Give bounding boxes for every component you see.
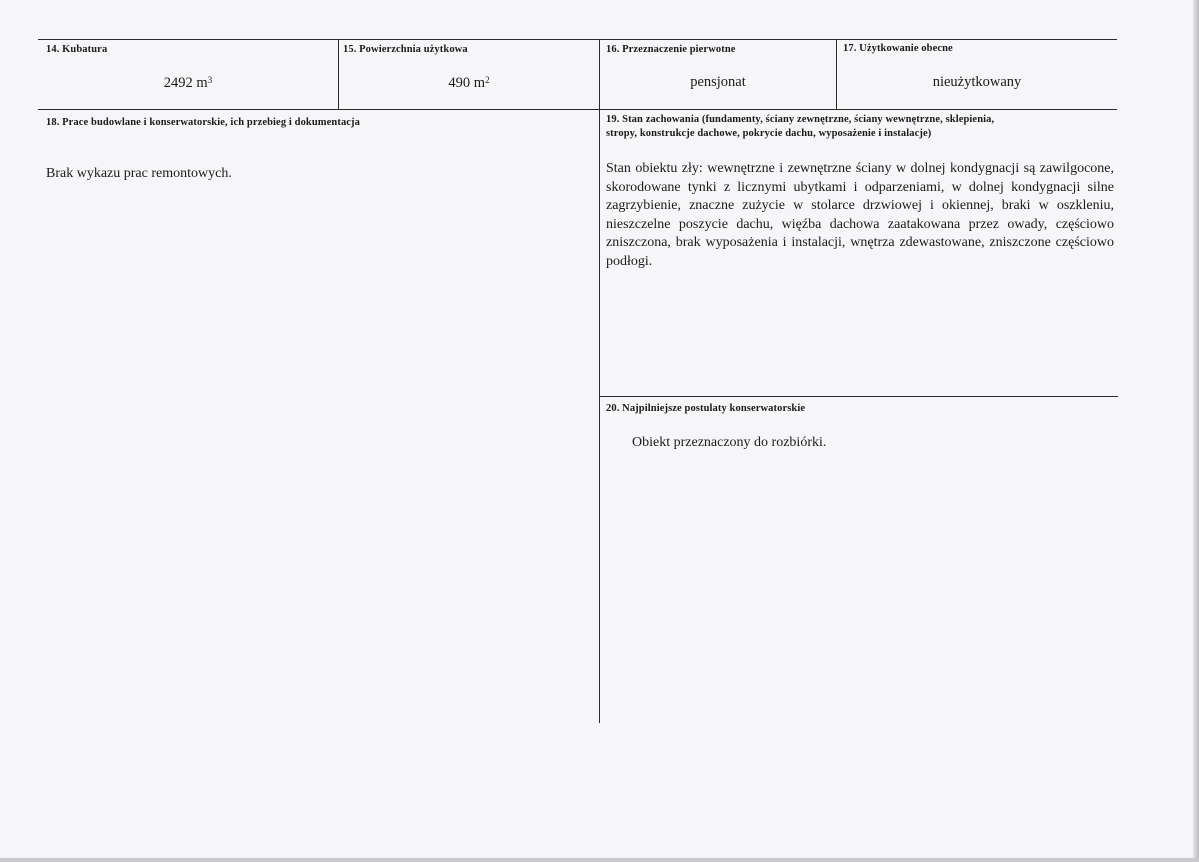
powierzchnia-number: 490 m	[448, 75, 486, 91]
rule-col2	[599, 39, 600, 723]
rule-section20-top	[599, 396, 1118, 397]
przeznaczenie-label: 16. Przeznaczenie pierwotne	[606, 44, 736, 55]
postulaty-text: Obiekt przeznaczony do rozbiórki.	[632, 435, 827, 450]
przeznaczenie-value: pensjonat	[690, 74, 746, 90]
uzytkowanie-label: 17. Użytkowanie obecne	[843, 43, 953, 54]
prace-text: Brak wykazu prac remontowych.	[46, 166, 232, 181]
prace-label: 18. Prace budowlane i konserwatorskie, ich przebieg i dokumentacja	[46, 117, 361, 128]
stan-text: Stan obiektu zły: wewnętrzne i zewnętrzne ściany w dolnej kondygnacji są zawilgocone, skorodowane tynki z licznymi ubytkami i odparzeniami, w dolnej kondygnacji silne zagrzybienie, znaczne zużycie w stolarce drzwiowej i okiennej, braki w oszkleniu, nieszczelne poszycie dachu, więźba dachowa zaatakowana przez owady, częściowo zniszczona, brak wyposażenia i instalacji, wnętrza zdewastowane, zniszczone częściowo podłogi.	[606, 161, 1114, 269]
postulaty-label: 20. Najpilniejsze postulaty konserwatorskie	[606, 403, 806, 414]
powierzchnia-label: 15. Powierzchnia użytkowa	[343, 44, 468, 55]
powierzchnia-unit-exponent: 2	[485, 75, 490, 85]
kubatura-number: 2492 m	[163, 75, 208, 91]
powierzchnia-value	[339, 74, 599, 92]
kubatura-label: 14. Kubatura	[46, 44, 108, 55]
page-edge-bottom	[0, 858, 1199, 862]
stan-label-line1: 19. Stan zachowania (fundamenty, ściany zewnętrzne, ściany wewnętrzne, sklepienia,	[606, 114, 995, 125]
rule-top	[38, 39, 1117, 40]
uzytkowanie-value: nieużytkowany	[932, 74, 1022, 90]
kubatura-value	[38, 74, 338, 92]
rule-row1-bottom	[38, 109, 1117, 110]
kubatura-unit-exponent: 3	[207, 75, 213, 85]
page-edge-shadow	[1193, 0, 1199, 862]
stan-label-line2: stropy, konstrukcje dachowe, pokrycie dachu, wyposażenie i instalacje)	[606, 128, 932, 139]
